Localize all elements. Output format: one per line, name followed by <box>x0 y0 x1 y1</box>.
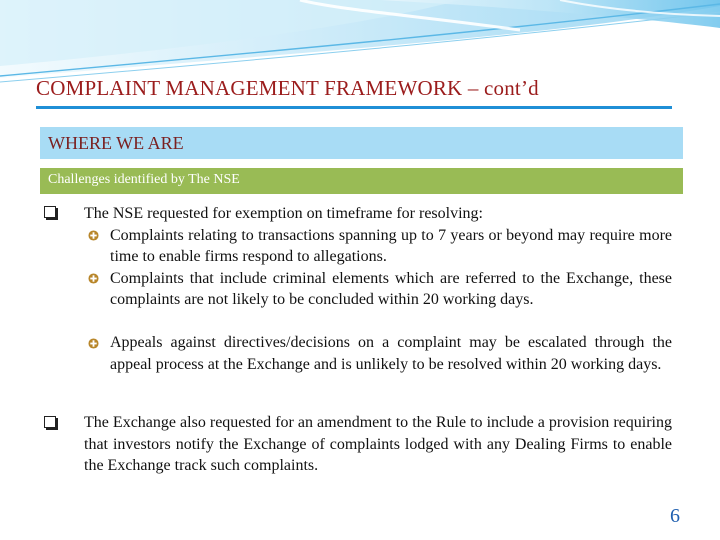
section-heading: WHERE WE ARE <box>48 133 184 153</box>
bullet-text-1: The NSE requested for exemption on timeframe for resolving: <box>84 205 483 222</box>
circle-bullet-icon <box>88 273 99 284</box>
square-bullet-icon <box>44 206 56 218</box>
square-bullet-icon <box>44 416 56 428</box>
subheading: Challenges identified by The NSE <box>48 172 240 187</box>
slide-title: COMPLAINT MANAGEMENT FRAMEWORK – cont’d <box>36 76 539 100</box>
title-underline <box>36 106 672 109</box>
subitem-1: Complaints relating to transactions spanning up to 7 years or beyond may require more time to enable firms respond to allegations. <box>110 226 672 265</box>
subitem-2: Complaints that include criminal elements which are referred to the Exchange, these complaints are not likely to be concluded within 20 working days. <box>110 269 672 308</box>
section-heading-bar <box>40 127 683 159</box>
subheading-bar <box>40 168 683 194</box>
subitem-3: Appeals against directives/decisions on a complaint may be escalated through the appeal process at the Exchange and is unlikely to be resolved within 20 working days. <box>110 334 672 373</box>
page-number: 6 <box>670 505 680 527</box>
circle-bullet-icon <box>88 230 99 241</box>
circle-bullet-icon <box>88 338 99 349</box>
bullet-text-2: The Exchange also requested for an amendment to the Rule to include a provision requiring that investors notify the Exchange of complaints lodged with any Dealing Firms to enable the Exchange track such complaints. <box>84 414 672 474</box>
